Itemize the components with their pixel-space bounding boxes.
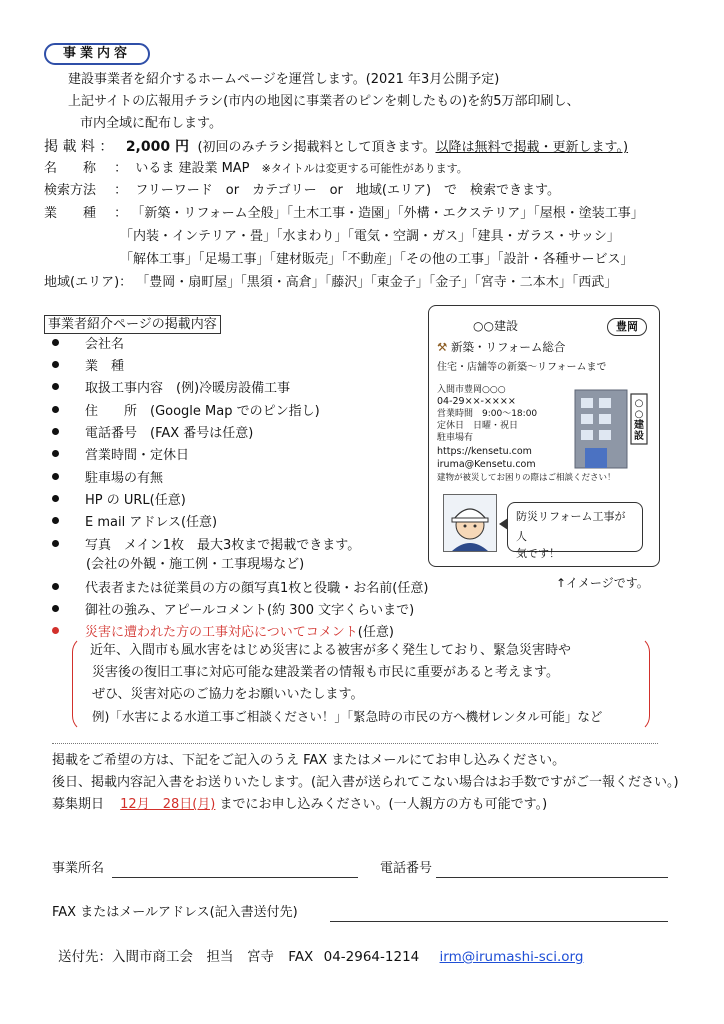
- photo-note: (会社の外観・施工例・工事現場など): [86, 557, 305, 572]
- hammer-icon: ⚒: [437, 340, 448, 354]
- sample-holiday: 定休日 日曜・祝日: [437, 421, 519, 431]
- industry-row: [44, 205, 644, 223]
- search-colon: ：: [114, 183, 128, 198]
- fax-mail-label: FAX またはメールアドレス(記入書送付先): [52, 905, 298, 920]
- name-row: [44, 160, 468, 178]
- sample-url: https://kensetu.com: [437, 446, 532, 457]
- deadline-date: 12月 28日(月): [120, 797, 216, 812]
- sample-catch: 住宅・店舗等の新築～リフォームまで: [437, 362, 607, 373]
- sample-phone: 04-29××-××××: [437, 396, 516, 407]
- name-note: ※タイトルは変更する可能性があります。: [261, 162, 468, 175]
- bullet-dot: [52, 540, 59, 547]
- intro-line-1: 建設事業者を紹介するホームページを運営します。(2021 年3月公開予定): [68, 72, 500, 87]
- list-item-text: 業 種: [85, 359, 125, 374]
- footer-fax-number: 04-2964-1214: [323, 949, 420, 965]
- list-item: [52, 470, 163, 488]
- sample-disaster: 建物が被災してお困りの際はご相談ください！: [437, 473, 616, 483]
- bullet-dot: [52, 495, 59, 502]
- list-item: [52, 514, 217, 532]
- bullet-dot: [52, 383, 59, 390]
- disaster-text-3: ぜひ、災害対応のご協力をお願いいたします。: [92, 687, 364, 702]
- divider: [52, 743, 658, 744]
- search-label: 検索方法: [44, 183, 97, 198]
- industry-line-1: 「新築・リフォーム全般」「土木工事・造園」「外構・エクステリア」「屋根・塗装工事」: [131, 206, 644, 221]
- bullet-dot: [52, 339, 59, 346]
- intro-line-2: 上記サイトの広報用チラシ(市内の地図に事業者のピンを刺したもの)を約5万部印刷し、: [68, 94, 580, 109]
- industry-label: 業 種: [44, 206, 97, 221]
- section-title: 事業内容: [44, 43, 150, 65]
- fee-note-b: 以降は無料で掲載・更新します。): [435, 140, 629, 155]
- deadline-row: [52, 796, 547, 814]
- name-label: 名 称: [44, 161, 97, 176]
- disaster-text-4: 例)「水害による水道工事ご相談ください！」「緊急時の市民の方へ機材レンタル可能」など: [92, 709, 603, 724]
- name-colon: ：: [114, 161, 128, 176]
- apply-line-2: 後日、掲載内容記入書をお送りいたします。(記入書が送られてこない場合はお手数ですがご一報ください。): [52, 775, 679, 790]
- list-item-text: 電話番号 (FAX 番号は任意): [85, 426, 254, 441]
- disaster-item-red: 災害に遭われた方の工事対応についてコメント: [85, 625, 358, 640]
- bullet-dot: [52, 428, 59, 435]
- search-value: フリーワード or カテゴリー or 地域(エリア) で 検索できます。: [135, 183, 560, 198]
- bullet-dot: [52, 583, 59, 590]
- disaster-text-1: 近年、入間市も風水害をはじめ災害による被害が多く発生しており、緊急災害時や: [90, 643, 572, 658]
- name-value: いるま 建設業 MAP: [135, 161, 250, 176]
- list-item: [52, 447, 189, 465]
- list-item-text: 営業時間・定休日: [85, 448, 190, 463]
- speech-line-1: 防災リフォーム工事が人: [516, 510, 626, 543]
- office-name-field[interactable]: [112, 877, 358, 878]
- list-item: [52, 336, 124, 354]
- bullet-dot: [52, 361, 59, 368]
- phone-field[interactable]: [436, 877, 668, 878]
- apply-line-1: 掲載をご希望の方は、下記をご記入のうえ FAX またはメールにてお申し込みください。: [52, 753, 566, 768]
- sample-address: 入間市豊岡○○○: [437, 385, 506, 395]
- bullet-dot: [52, 517, 59, 524]
- office-name-label: 事業所名: [52, 861, 105, 876]
- deadline-suffix: までにお申し込みください。(一人親方の方も可能です。): [219, 797, 548, 812]
- bullet-dot: [52, 450, 59, 457]
- sample-company: ○○建設: [473, 319, 518, 333]
- worker-avatar: [443, 494, 497, 552]
- speech-line-2: 気です！: [516, 547, 560, 560]
- bullet-dot: [52, 605, 59, 612]
- deadline-label: 募集期日: [52, 797, 105, 812]
- building-sign: ○○建設: [634, 398, 644, 442]
- sample-card: [428, 305, 660, 567]
- list-item-text: 代表者または従業員の方の顔写真1枚と役職・お名前(任意): [85, 581, 429, 596]
- list-item-text: 会社名: [85, 337, 125, 352]
- list-item: [52, 403, 320, 421]
- speech-bubble: [507, 502, 643, 560]
- sample-area-badge: 豊岡: [607, 318, 647, 336]
- footer-email-link[interactable]: irm@irumashi-sci.org: [439, 949, 584, 965]
- worker-helmet-icon: [444, 495, 496, 551]
- list-item-text: 写真 メイン1枚 最大3枚まで掲載できます。: [85, 538, 361, 553]
- sample-category-row: [437, 340, 565, 355]
- bullet-dot: [52, 406, 59, 413]
- list-item: [52, 358, 124, 376]
- phone-label: 電話番号: [380, 861, 433, 876]
- fee-row: [44, 137, 628, 158]
- industry-line-2: 「内装・インテリア・畳」「水まわり」「電気・空調・ガス」「建具・ガラス・サッシ」: [120, 229, 620, 244]
- sample-caption: ↑イメージです。: [556, 576, 649, 590]
- sample-parking: 駐車場有: [437, 433, 474, 443]
- area-label: 地域(エリア)：: [44, 275, 133, 290]
- industry-colon: ：: [114, 206, 128, 221]
- intro-line-3: 市内全域に配布します。: [80, 116, 222, 131]
- search-row: [44, 182, 560, 200]
- fee-amount: 2,000 円: [125, 139, 189, 155]
- list-item: [52, 580, 428, 598]
- footer-text: 送付先：入間市商工会 担当 宮寺: [58, 949, 274, 965]
- list-item: [52, 425, 253, 443]
- list-item-text: 住 所 (Google Map でのピン指し): [85, 404, 320, 419]
- sample-hours: 営業時間 9:00～18:00: [437, 409, 538, 419]
- list-item: [52, 602, 414, 620]
- listing-heading: 事業者紹介ページの掲載内容: [44, 315, 221, 334]
- footer-fax-label: FAX: [288, 949, 314, 965]
- fax-mail-field[interactable]: [330, 921, 668, 922]
- list-item-text: HP の URL(任意): [85, 493, 186, 508]
- industry-line-3: 「解体工事」「足場工事」「建材販売」「不動産」「その他の工事」「設計・各種サービス」: [120, 252, 634, 267]
- list-item-text: 御社の強み、アピールコメント(約 300 文字くらいまで): [85, 603, 415, 618]
- fee-note-a: (初回のみチラシ掲載料として頂きます。: [197, 140, 436, 155]
- list-item: [52, 380, 290, 398]
- area-value: 「豊岡・扇町屋」「黒須・高倉」「藤沢」「東金子」「金子」「宮寺・二本木」「西武」: [136, 275, 618, 290]
- list-item: [52, 492, 186, 510]
- disaster-item-suffix: (任意): [357, 625, 394, 640]
- sample-email: iruma@Kensetu.com: [437, 459, 536, 470]
- list-item-text: 駐車場の有無: [85, 471, 164, 486]
- disaster-text-2: 災害後の復旧工事に対応可能な建設業者の情報も市民に重要があると考えます。: [92, 665, 559, 680]
- list-item-text: 取扱工事内容 (例)冷暖房設備工事: [85, 381, 291, 396]
- footer-row: [58, 947, 583, 967]
- fee-label: 掲 載 料 ：: [44, 139, 114, 155]
- list-item: [52, 537, 360, 555]
- area-row: [44, 274, 617, 292]
- list-item-text: E mail アドレス(任意): [85, 515, 218, 530]
- bullet-dot: [52, 627, 59, 634]
- sample-category: 新築・リフォーム総合: [450, 340, 566, 354]
- bullet-dot: [52, 473, 59, 480]
